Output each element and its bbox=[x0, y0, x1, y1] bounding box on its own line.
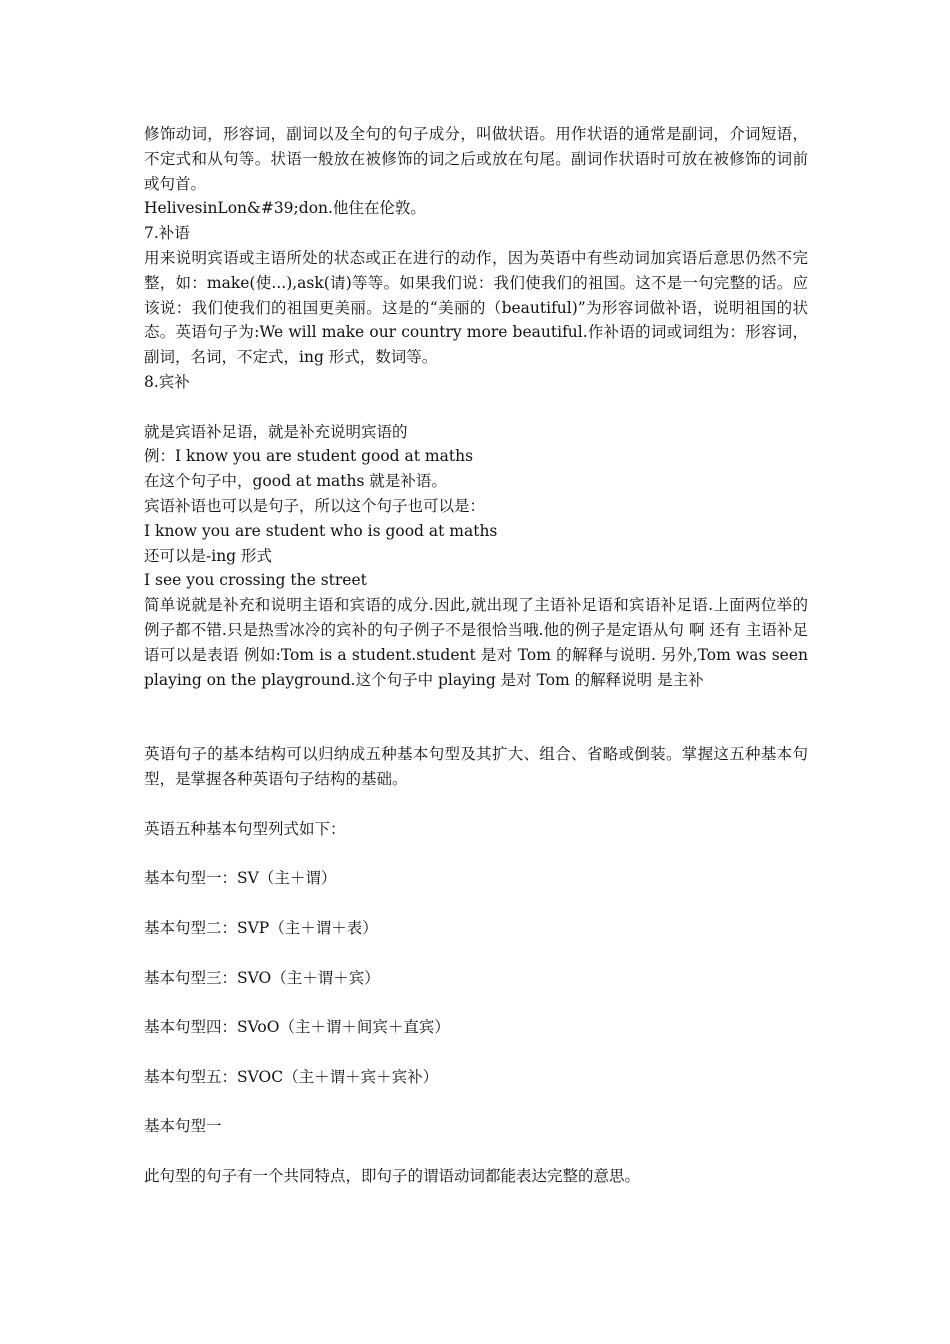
object-complement-line-1: 就是宾语补足语，就是补充说明宾语的 bbox=[144, 422, 408, 441]
patterns-list-title: 英语五种基本句型列式如下： bbox=[144, 819, 346, 838]
object-complement-line-2: 例：I know you are student good at maths bbox=[144, 447, 474, 466]
object-complement-line-3: 在这个句子中，good at maths 就是补语。 bbox=[144, 472, 447, 491]
pattern-item-2: 基本句型二：SVP（主＋谓＋表） bbox=[144, 918, 378, 937]
pattern1-description: 此句型的句子有一个共同特点，即句子的谓语动词都能表达完整的意思。 bbox=[144, 1166, 641, 1185]
pattern-item-1: 基本句型一：SV（主＋谓） bbox=[144, 869, 337, 888]
pattern1-heading: 基本句型一 bbox=[144, 1117, 222, 1136]
blank-lines bbox=[144, 692, 808, 742]
complement-body: 用来说明宾语或主语所处的状态或正在进行的动作，因为英语中有些动词加宾语后意思仍然不完整，如：make(使...),ask(请)等等。如果我们说：我们使我们的祖国。这不是一句完整的话。应该说：我们使我们的祖国更美丽。这是的“美丽的（beautiful)”为形容词做补语，说明祖国的状态。英语句子为:We will make our country more beautiful.作补语的词或词组为：形容词，副词，名词，不定式，ing 形式，数词等。 bbox=[144, 248, 808, 367]
object-complement-heading: 8.宾补 bbox=[144, 372, 190, 391]
object-complement-line-6: 还可以是-ing 形式 bbox=[144, 546, 273, 565]
pattern-item-3: 基本句型三：SVO（主＋谓＋宾） bbox=[144, 968, 380, 987]
blank-line bbox=[144, 395, 808, 420]
document-page bbox=[144, 122, 808, 1189]
object-complement-summary: 简单说就是补充和说明主语和宾语的成分.因此,就出现了主语补足语和宾语补足语.上面两位举的例子都不错.只是热雪冰冷的宾补的句子例子不是很恰当哦.他的例子是定语从句 啊 还有 主语补足语可以是表语 例如:Tom is a student.student 是对 Tom 的解释与说明. 另外,Tom was seen playing on the playground.这个句子中 playing 是对 Tom 的解释说明 是主补 bbox=[144, 596, 808, 689]
object-complement-line-4: 宾语补语也可以是句子，所以这个句子也可以是： bbox=[144, 496, 486, 515]
pattern-item-4: 基本句型四：SVoO（主＋谓＋间宾＋直宾） bbox=[144, 1018, 450, 1037]
pattern-item-5: 基本句型五：SVOC（主＋谓＋宾＋宾补） bbox=[144, 1067, 439, 1086]
object-complement-line-5: I know you are student who is good at maths bbox=[144, 521, 498, 540]
patterns-intro: 英语句子的基本结构可以归纳成五种基本句型及其扩大、组合、省略或倒装。掌握这五种基本句型，是掌握各种英语句子结构的基础。 bbox=[144, 745, 808, 789]
complement-heading: 7.补语 bbox=[144, 224, 190, 243]
object-complement-line-7: I see you crossing the street bbox=[144, 571, 367, 590]
adverbial-example: HelivesinLon&#39;don.他住在伦敦。 bbox=[144, 199, 426, 218]
adverbial-definition: 修饰动词，形容词，副词以及全句的句子成分，叫做状语。用作状语的通常是副词，介词短语，不定式和从句等。状语一般放在被修饰的词之后或放在句尾。副词作状语时可放在被修饰的词前或句首。 bbox=[144, 125, 808, 193]
